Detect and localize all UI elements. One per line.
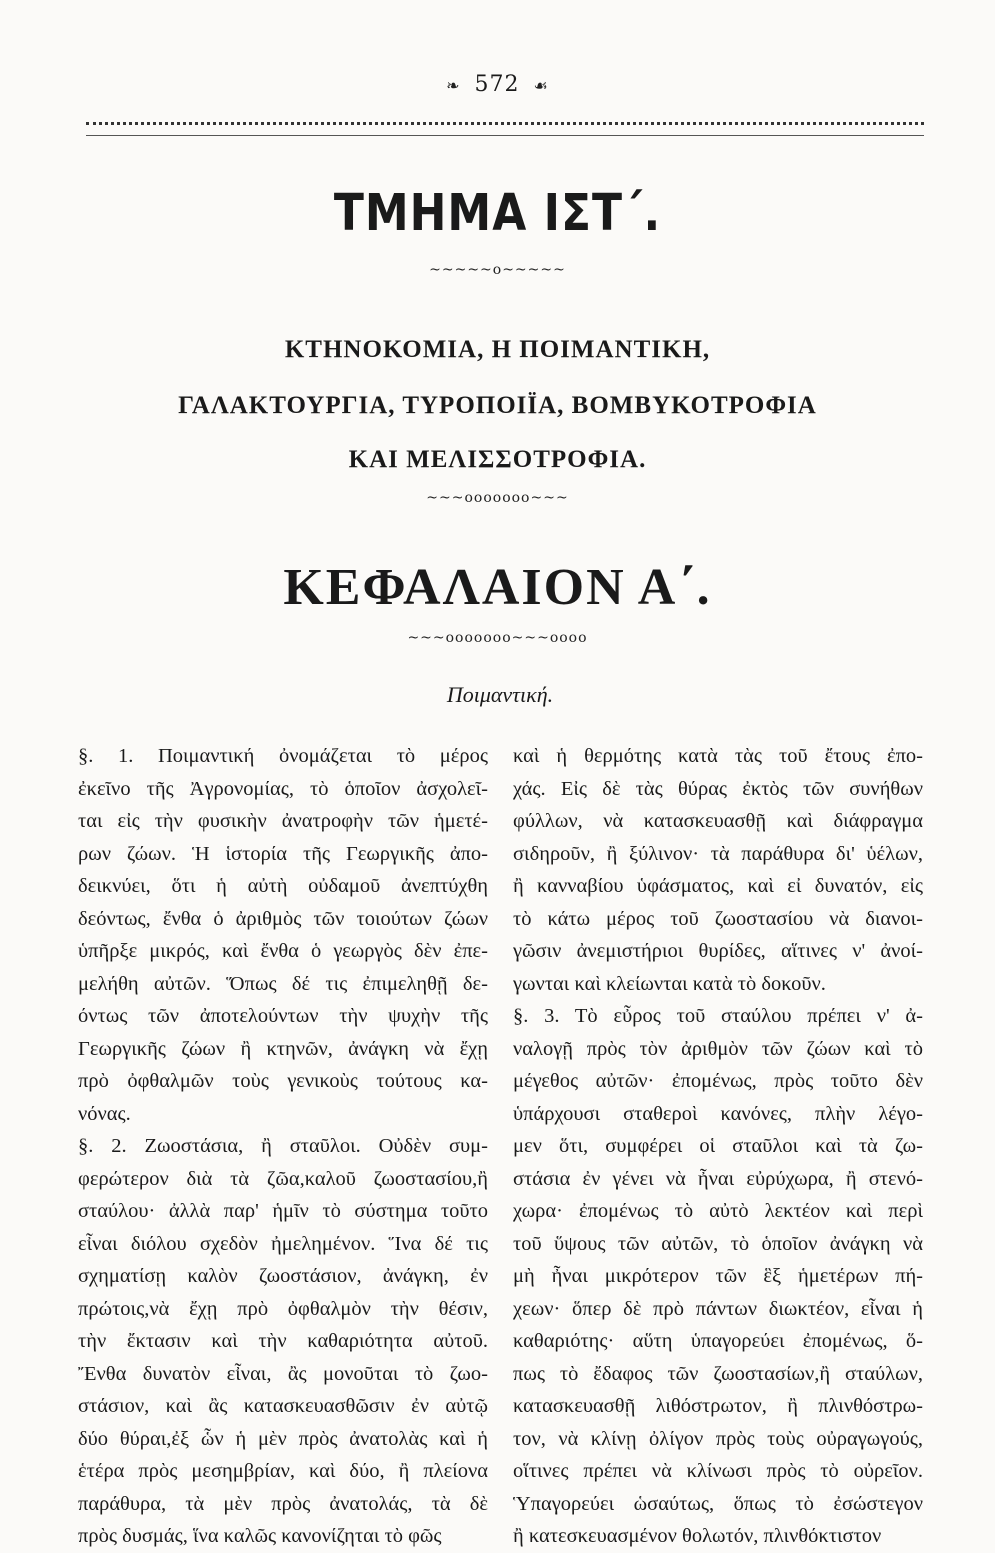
text-line: μέγεθος αὐτῶν· ἐπομένως, πρὸς τοῦτο δὲν bbox=[513, 1070, 923, 1092]
text-line: κατασκευασθῇ λιθόστρωτον, ἢ πλινθόστρω- bbox=[513, 1395, 923, 1417]
text-line: δεόντως, ἔνθα ὁ ἀριθμὸς τῶν τοιούτων ζώων bbox=[78, 907, 488, 930]
text-line: ἐκεῖνο τῆς Ἀγρονομίας, τὸ ὁποῖον ἀσχολεῖ- bbox=[78, 777, 488, 800]
page-number bbox=[0, 72, 995, 97]
right-column bbox=[513, 740, 923, 1553]
text-line: §. 3. Τὸ εὖρος τοῦ σταύλου πρέπει ν' ἀ- bbox=[513, 1005, 923, 1027]
text-line: όντως τῶν ἀποτελούντων τὴν ψυχὴν τῆς bbox=[78, 1005, 488, 1027]
text-line: σχηματίσῃ καλὸν ζωοστάσιον, ἀνάγκη, ἐν bbox=[78, 1265, 488, 1287]
text-line: ται εἰς τὴν φυσικὴν ἀνατροφὴν τῶν ἡμετέ- bbox=[78, 810, 488, 832]
text-line: καθαριότης· αὕτη ὑπαγορεύει ἐπομένως, ὅ- bbox=[513, 1330, 923, 1352]
text-line: Γεωργικῆς ζώων ἢ κτηνῶν, ἀνάγκη νὰ ἔχῃ bbox=[78, 1037, 488, 1060]
text-line: νόνας. bbox=[78, 1102, 131, 1125]
text-line: στάσιον, καὶ ἂς κατασκευασθῶσιν ἐν αὐτῷ bbox=[78, 1395, 488, 1417]
ornament-right-icon: ☙ bbox=[533, 76, 549, 95]
text-line: §. 1. Ποιμαντική ὀνομάζεται τὸ μέρος bbox=[78, 745, 488, 767]
text-line: ἢ κατεσκευασμένον θολωτόν, πλινθόκτιστον bbox=[513, 1525, 882, 1547]
text-line: γωνται καὶ κλείωνται κατὰ τὸ δοκοῦν. bbox=[513, 972, 826, 995]
text-line: ὑπῆρξε μικρός, καὶ ἔνθα ὁ γεωργὸς δὲν ἐπε- bbox=[78, 940, 488, 962]
text-line: σταύλου· ἀλλὰ παρ' ἡμῖν τὸ σύστημα τοῦτο bbox=[78, 1200, 488, 1222]
text-line: τοῦ ὕψους τῶν αὐτῶν, τὸ ὁποῖον ἀνάγκη νὰ bbox=[513, 1232, 923, 1255]
ornament-left-icon: ❧ bbox=[446, 76, 461, 95]
top-rule-divider bbox=[86, 122, 924, 136]
section-title: ΤΜΗΜΑ ΙΣΤ΄. bbox=[333, 184, 662, 243]
text-line: παράθυρα, τὰ μὲν πρὸς ἀνατολάς, τὰ δὲ bbox=[78, 1492, 488, 1515]
text-line: δεικνύει, ὅτι ἡ αὐτὴ οὐδαμοῦ ἀνεπτύχθη bbox=[78, 875, 488, 897]
text-line: τον, νὰ κλίνῃ ὀλίγον πρὸς τοὺς οὐραγωγούς, bbox=[513, 1427, 923, 1450]
text-line: πρὸ ὀφθαλμῶν τοὺς γενικοὺς τούτους κα- bbox=[78, 1070, 488, 1092]
text-line: φερώτερον διὰ τὰ ζῶα,καλοῦ ζωοστασίου,ἢ bbox=[78, 1167, 488, 1190]
text-line: χεων· ὅπερ δὲ πρὸ πάντων διωκτέον, εἶναι ἡ bbox=[513, 1297, 923, 1320]
text-line: φύλλων, νὰ κατασκευασθῇ καὶ διάφραγμα bbox=[513, 810, 923, 832]
text-line: τὸ κάτω μέρος τοῦ ζωοστασίου νὰ διανοι- bbox=[513, 907, 923, 930]
divider-2: ~~~ooooooo~~~ bbox=[426, 490, 569, 506]
text-line: δύο θύραι,ἐξ ὧν ἡ μὲν πρὸς ἀνατολὰς καὶ ἡ bbox=[78, 1427, 488, 1450]
text-line: χάς. Εἰς δὲ τὰς θύρας ἐκτὸς τῶν συνήθων bbox=[513, 777, 923, 800]
text-line: μὴ ἦναι μικρότερον τῶν ἓξ ἡμετέρων πή- bbox=[513, 1265, 923, 1287]
chapter-title: ΚΕΦΑΛΑΙΟΝ Α΄. bbox=[283, 559, 712, 616]
text-line: εἶναι διόλου σχεδὸν ἠμελημένον. Ἵνα δέ τις bbox=[78, 1232, 488, 1255]
text-line: οἵτινες πρέπει νὰ κλίνωσι πρὸς τὸ οὐρεῖον. bbox=[513, 1460, 923, 1482]
left-column bbox=[78, 740, 488, 1553]
text-line: §. 2. Ζωοστάσια, ἢ σταῦλοι. Οὐδὲν συμ- bbox=[78, 1135, 488, 1157]
text-line: τὴν ἔκτασιν καὶ τὴν καθαριότητα αὐτοῦ. bbox=[78, 1330, 488, 1352]
text-line: πρώτοις,νὰ ἔχῃ πρὸ ὀφθαλμὸν τὴν θέσιν, bbox=[78, 1297, 488, 1320]
subtitle-line-1: ΚΤΗΝΟΚΟΜΙΑ, Η ΠΟΙΜΑΝΤΙΚΗ, bbox=[284, 336, 711, 363]
text-line: καὶ ἡ θερμότης κατὰ τὰς τοῦ ἔτους ἐπο- bbox=[513, 745, 923, 767]
text-line: ὑπάρχουσι σταθεροὶ κανόνες, πλὴν λέγο- bbox=[513, 1102, 923, 1125]
page-number-text: 572 bbox=[474, 72, 520, 97]
text-line: πως τὸ ἔδαφος τῶν ζωοστασίων,ἢ σταύλων, bbox=[513, 1362, 923, 1385]
text-line: γῶσιν ἀνεμιστήριοι θυρίδες, αἵτινες ν' ἀνοί- bbox=[513, 940, 923, 962]
text-line: ἢ κανναβίου ὑφάσματος, καὶ εἰ δυνατόν, εἰς bbox=[513, 875, 923, 897]
text-line: Ἔνθα δυνατὸν εἶναι, ἂς μονοῦται τὸ ζωο- bbox=[78, 1362, 488, 1385]
subtitle-line-3: ΚΑΙ ΜΕΛΙΣΣΟΤΡΟΦΙΑ. bbox=[348, 446, 647, 473]
text-line: μεν ὅτι, συμφέρει οἱ σταῦλοι καὶ τὰ ζω- bbox=[513, 1135, 923, 1157]
text-line: σιδηροῦν, ἢ ξύλινον· τὰ παράθυρα δι' ὑέλων, bbox=[513, 842, 923, 865]
text-line: μελήθη αὐτῶν. Ὅπως δέ τις ἐπιμεληθῇ δε- bbox=[78, 972, 488, 995]
text-line: χωρα· ἐπομένως τὸ αὐτὸ λεκτέον καὶ περὶ bbox=[513, 1200, 923, 1222]
text-line: ναλογῇ πρὸς τὸν ἀριθμὸν τῶν ζώων καὶ τὸ bbox=[513, 1037, 923, 1060]
text-line: πρὸς δυσμάς, ἵνα καλῶς κανονίζηται τὸ φῶς bbox=[78, 1525, 442, 1547]
divider-3: ~~~ooooooo~~~oooo bbox=[407, 630, 588, 646]
text-line: Ὑπαγορεύει ὡσαύτως, ὅπως τὸ ἐσώστεγον bbox=[513, 1492, 923, 1515]
divider-1: ~~~~~o~~~~~ bbox=[429, 262, 566, 278]
chapter-heading: Ποιμαντική. bbox=[446, 682, 554, 707]
text-line: ἑτέρα πρὸς μεσημβρίαν, καὶ δύο, ἢ πλείονα bbox=[78, 1460, 488, 1482]
text-line: στάσια ἐν γένει νὰ ἦναι εὐρύχωρα, ἢ στενό- bbox=[513, 1167, 923, 1190]
subtitle-line-2: ΓΑΛΑΚΤΟΥΡΓΙΑ, ΤΥΡΟΠΟΙΪΑ, ΒΟΜΒΥΚΟΤΡΟΦΙΑ bbox=[178, 392, 817, 419]
text-line: ρων ζώων. Ἡ ἱστορία τῆς Γεωργικῆς ἀπο- bbox=[78, 842, 488, 865]
